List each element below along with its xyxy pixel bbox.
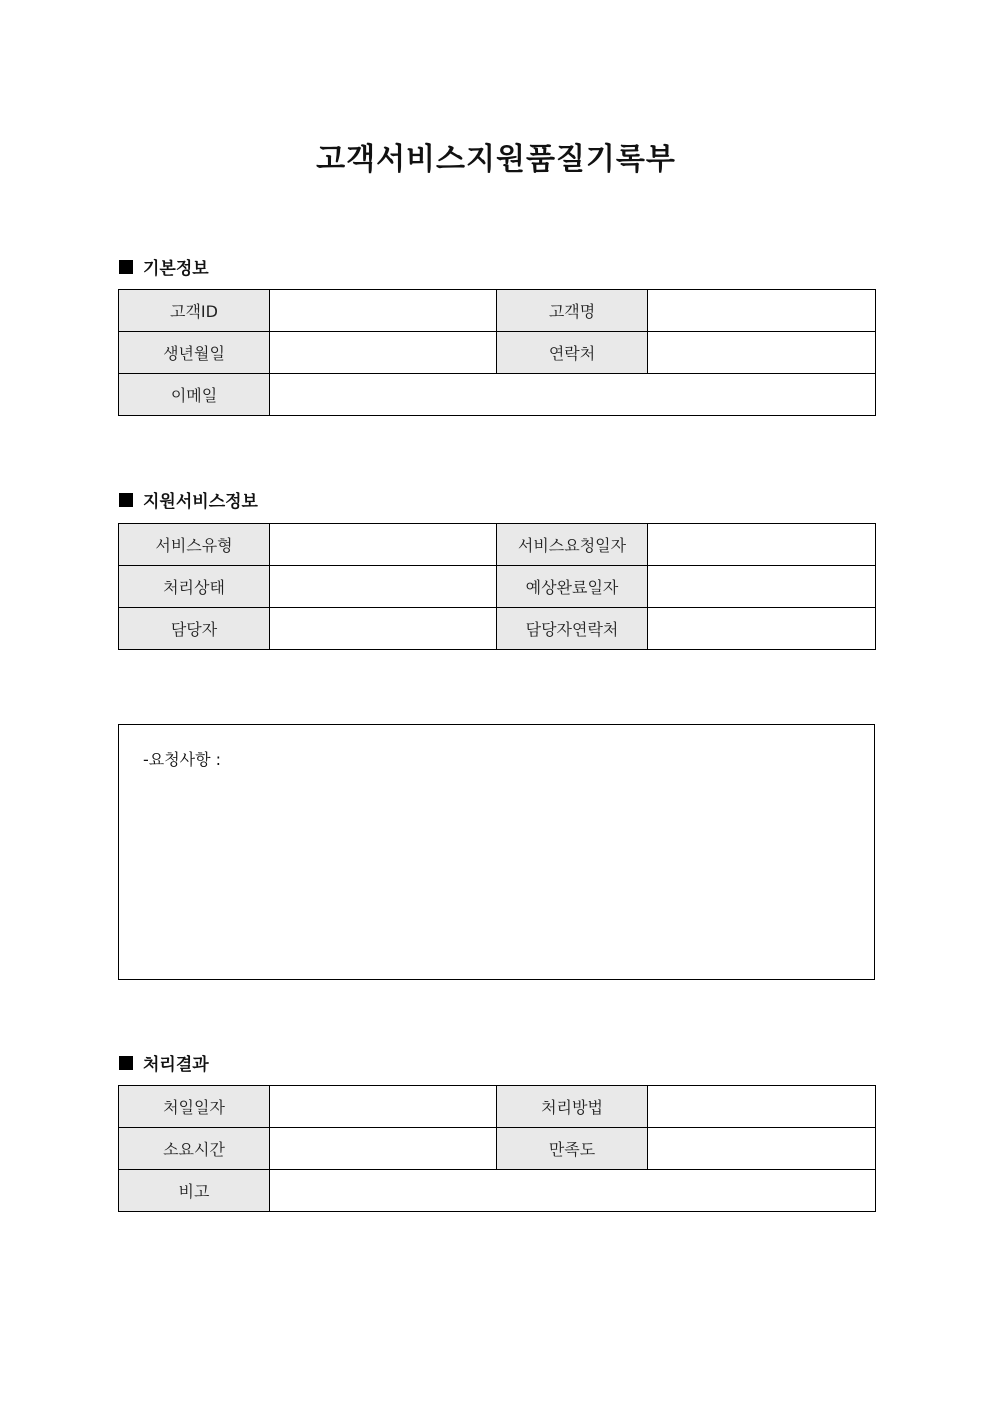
remarks-field[interactable] bbox=[270, 1170, 876, 1212]
service-type-field[interactable] bbox=[270, 524, 497, 566]
request-date-field[interactable] bbox=[648, 524, 876, 566]
heading-text: 처리결과 bbox=[143, 1055, 209, 1075]
heading-text: 지원서비스정보 bbox=[143, 492, 258, 512]
square-bullet-icon bbox=[119, 493, 133, 507]
service-info-table bbox=[118, 523, 876, 650]
label-cell: 이메일 bbox=[119, 374, 270, 416]
label-cell: 처리방법 bbox=[497, 1086, 648, 1128]
table-row bbox=[119, 566, 876, 608]
request-details-box[interactable] bbox=[118, 724, 875, 980]
status-field[interactable] bbox=[270, 566, 497, 608]
request-label: -요청사항 : bbox=[143, 750, 222, 769]
section-heading-basic bbox=[119, 254, 209, 279]
square-bullet-icon bbox=[119, 1056, 133, 1070]
label-cell: 연락처 bbox=[497, 332, 648, 374]
result-table bbox=[118, 1085, 876, 1212]
customer-name-field[interactable] bbox=[648, 290, 876, 332]
email-field[interactable] bbox=[270, 374, 876, 416]
duration-field[interactable] bbox=[270, 1128, 497, 1170]
square-bullet-icon bbox=[119, 260, 133, 274]
label-cell: 처리상태 bbox=[119, 566, 270, 608]
manager-field[interactable] bbox=[270, 608, 497, 650]
label-cell: 처일일자 bbox=[119, 1086, 270, 1128]
label-cell: 담당자 bbox=[119, 608, 270, 650]
label-cell: 담당자연락처 bbox=[497, 608, 648, 650]
table-row bbox=[119, 1128, 876, 1170]
label-cell: 고객ID bbox=[119, 290, 270, 332]
satisfaction-field[interactable] bbox=[648, 1128, 876, 1170]
label-cell: 고객명 bbox=[497, 290, 648, 332]
label-cell: 비고 bbox=[119, 1170, 270, 1212]
table-row bbox=[119, 1086, 876, 1128]
label-cell: 생년월일 bbox=[119, 332, 270, 374]
birthdate-field[interactable] bbox=[270, 332, 497, 374]
table-row bbox=[119, 332, 876, 374]
customer-id-field[interactable] bbox=[270, 290, 497, 332]
label-cell: 소요시간 bbox=[119, 1128, 270, 1170]
page-title: 고객서비스지원품질기록부 bbox=[316, 142, 676, 177]
section-heading-result bbox=[119, 1050, 209, 1075]
label-cell: 만족도 bbox=[497, 1128, 648, 1170]
heading-text: 기본정보 bbox=[143, 259, 209, 279]
table-row bbox=[119, 524, 876, 566]
table-row bbox=[119, 374, 876, 416]
process-date-field[interactable] bbox=[270, 1086, 497, 1128]
label-cell: 서비스유형 bbox=[119, 524, 270, 566]
basic-info-table bbox=[118, 289, 876, 416]
manager-contact-field[interactable] bbox=[648, 608, 876, 650]
process-method-field[interactable] bbox=[648, 1086, 876, 1128]
section-heading-service bbox=[119, 487, 258, 512]
expected-date-field[interactable] bbox=[648, 566, 876, 608]
label-cell: 예상완료일자 bbox=[497, 566, 648, 608]
table-row bbox=[119, 1170, 876, 1212]
label-cell: 서비스요청일자 bbox=[497, 524, 648, 566]
table-row bbox=[119, 290, 876, 332]
contact-field[interactable] bbox=[648, 332, 876, 374]
table-row bbox=[119, 608, 876, 650]
